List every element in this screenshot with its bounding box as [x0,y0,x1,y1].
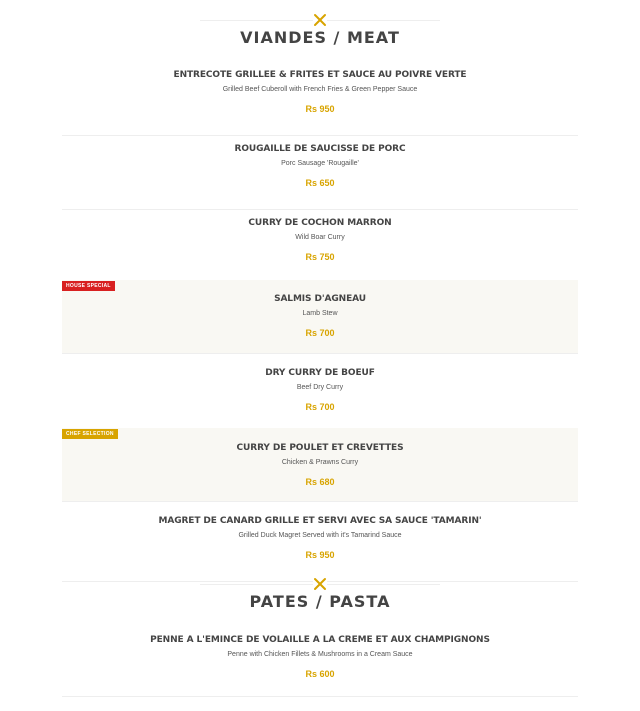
section-header-pasta [0,570,640,620]
crossed-utensils-icon [313,13,327,27]
item-description: Chicken & Prawns Curry [281,459,359,466]
chef-selection-badge: CHEF SELECTION [62,429,118,439]
section-title: PATES / PASTA [249,592,391,611]
item-description: Grilled Duck Magret Served with it's Tamarind Sauce [238,532,402,539]
house-special-badge: HOUSE SPECIAL [62,281,115,291]
item-name: CURRY DE COCHON MARRON [248,218,392,228]
item-price: Rs 650 [305,178,335,188]
item-name: PENNE A L'EMINCE DE VOLAILLE A LA CREME ET AUX CHAMPIGNONS [150,635,490,645]
item-price: Rs 600 [305,669,335,679]
item-name: CURRY DE POULET ET CREVETTES [236,443,404,453]
menu-item [62,136,578,210]
item-name: MAGRET DE CANARD GRILLE ET SERVI AVEC SA SAUCE 'TAMARIN' [158,516,482,526]
menu-item-highlighted [62,428,578,502]
item-price: Rs 680 [305,477,335,487]
item-price: Rs 750 [305,252,335,262]
item-description: Penne with Chicken Fillets & Mushrooms in a Cream Sauce [227,651,413,658]
item-price: Rs 950 [305,550,335,560]
menu-item [62,62,578,136]
menu-item [62,360,578,434]
item-description: Wild Boar Curry [295,234,345,241]
crossed-utensils-icon [313,577,327,591]
section-header-meat [0,0,640,50]
item-description: Grilled Beef Cuberoll with French Fries & Green Pepper Sauce [222,86,418,93]
item-description: Porc Sausage 'Rougaille' [281,160,359,167]
menu-item [62,210,578,284]
item-name: SALMIS D'AGNEAU [274,294,366,304]
section-title: VIANDES / MEAT [240,28,400,47]
item-description: Lamb Stew [302,310,338,317]
item-price: Rs 950 [305,104,335,114]
item-price: Rs 700 [305,402,335,412]
menu-item [62,627,578,697]
menu-item-highlighted [62,280,578,354]
item-description: Beef Dry Curry [296,384,344,391]
item-name: ENTRECOTE GRILLEE & FRITES ET SAUCE AU POIVRE VERTE [173,70,467,80]
item-name: DRY CURRY DE BOEUF [265,368,375,378]
item-price: Rs 700 [305,328,335,338]
item-name: ROUGAILLE DE SAUCISSE DE PORC [234,144,406,154]
